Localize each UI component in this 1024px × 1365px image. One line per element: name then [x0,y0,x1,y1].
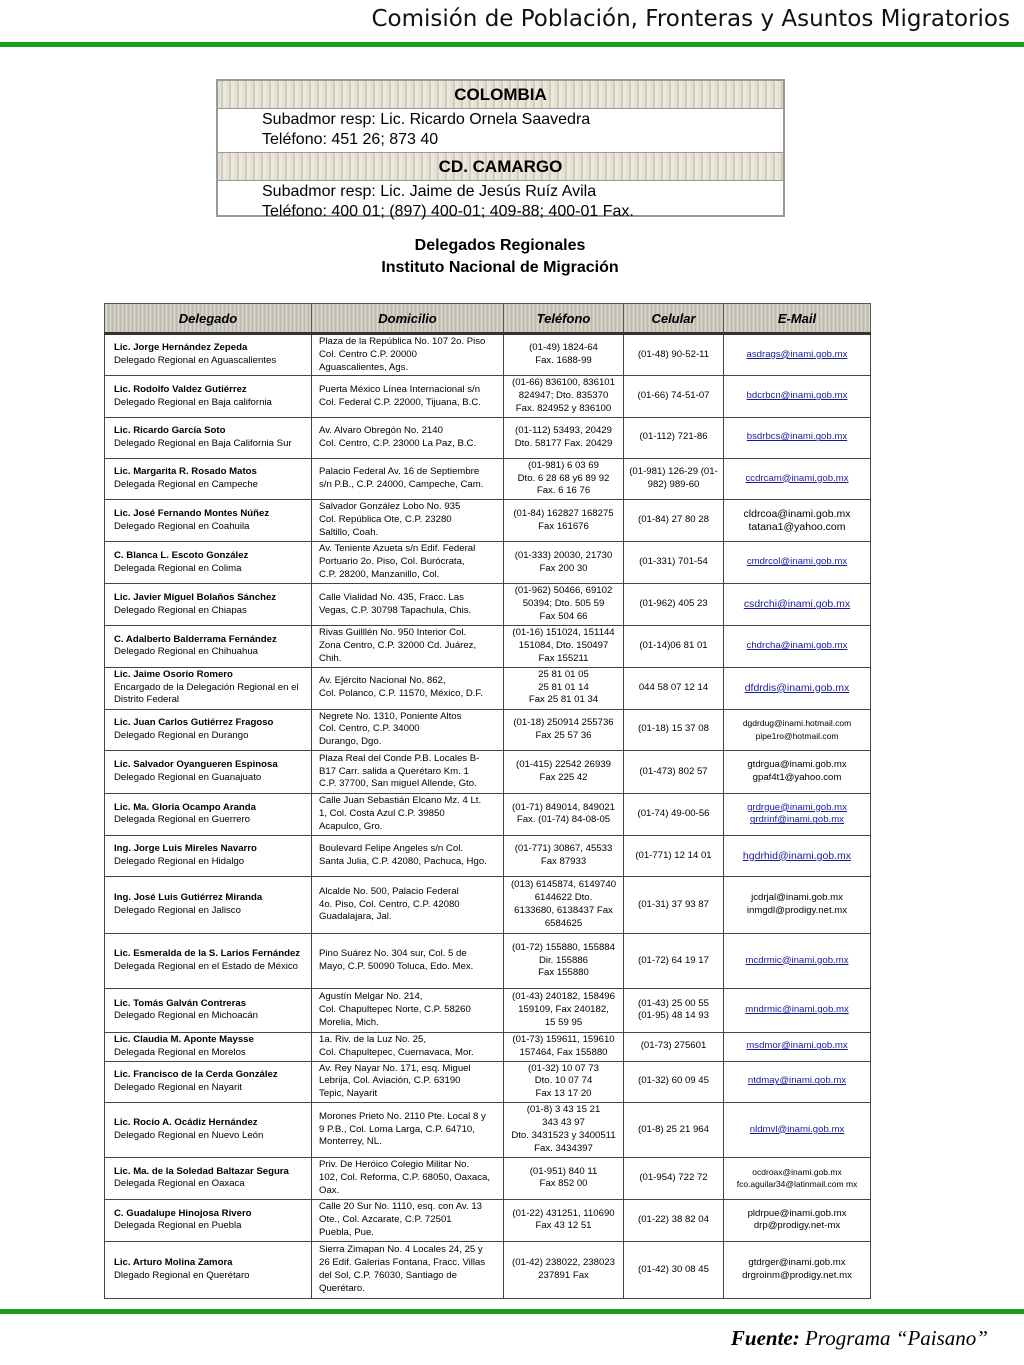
cell-delegado [105,1199,312,1241]
cell-email [724,376,871,417]
delegate-role: Delegado Regional en Nayarit [114,1081,242,1093]
delegate-email-link[interactable]: ccdrcam@inami.gob.mx [745,472,849,484]
cell-celular [624,709,724,750]
delegate-address: Calle 20 Sur No. 1110, esq. con Av. 13 Ote., Col. Azcarate, C.P. 72501 Puebla, Pue. [319,1201,483,1238]
table-row [105,376,871,417]
cell-telefono [504,933,624,988]
table-row [105,835,871,876]
cell-domicilio [312,500,504,542]
cell-telefono [504,793,624,835]
delegate-name: C. Guadalupe Hinojosa Rivero [114,1207,252,1219]
cell-domicilio [312,667,504,709]
cell-domicilio [312,1241,504,1298]
delegate-address: 1a. Riv. de la Luz No. 25, Col. Chapultepec, Cuernavaca, Mor. [319,1033,474,1058]
delegate-phone: (01-333) 20030, 21730 Fax 200 30 [514,549,613,574]
delegate-name: Lic. Ma. de la Soledad Baltazar Segura [114,1165,289,1177]
cell-telefono [504,835,624,876]
delegate-name: Lic. Ma. Gloria Ocampo Aranda [114,801,256,813]
cell-email [724,933,871,988]
cell-email [724,876,871,933]
table-row [105,1157,871,1199]
column-header-domicilio: Domicilio [312,304,504,334]
office-name-colombia: COLOMBIA [218,81,783,109]
cell-delegado [105,750,312,793]
table-row [105,500,871,542]
table-row [105,458,871,499]
delegate-cell: (01-32) 60 09 45 [638,1075,709,1087]
cell-celular [624,793,724,835]
delegate-name: Lic. Rodolfo Valdez Gutiérrez [114,383,247,395]
delegate-cell: 044 58 07 12 14 [638,681,709,693]
delegate-cell: (01-84) 27 80 28 [638,514,709,526]
cell-telefono [504,988,624,1032]
office-info-camargo [218,181,783,224]
delegate-cell: (01-112) 721-86 [639,431,708,443]
cell-telefono [504,542,624,584]
cell-celular [624,417,724,458]
cell-domicilio [312,376,504,417]
cell-celular [624,376,724,417]
delegate-name: Lic. Javier Miguel Bolaños Sánchez [114,591,277,603]
delegate-email-link[interactable]: gtdrger@inami.gob.mx drgroinm@prodigy.net.mx [742,1257,852,1281]
delegate-address: Salvador González Lobo No. 935 Col. República Ote, C.P. 23280 Saltillo, Coah. [319,501,461,539]
table-row [105,793,871,835]
delegate-role: Delegado Regional en Chiapas [114,604,247,616]
cell-email [724,542,871,584]
table-row [105,1199,871,1241]
table-row [105,750,871,793]
delegate-cell: (01-771) 12 14 01 [635,849,712,861]
cell-email [724,626,871,667]
cell-email [724,750,871,793]
cell-celular [624,1102,724,1157]
table-header-row [105,304,871,334]
delegate-email-link[interactable]: mcdrmic@inami.gob.mx [745,954,849,966]
delegate-email-link[interactable]: cldrcoa@inami.gob.mx tatana1@yahoo.com [743,507,851,533]
cell-celular [624,584,724,626]
cell-domicilio [312,542,504,584]
cell-domicilio [312,750,504,793]
delegate-email-link[interactable]: bsdrbcs@inami.gob.mx [746,431,848,443]
delegate-name: Lic. Jorge Hernández Zepeda [114,342,248,354]
cell-celular [624,667,724,709]
cell-domicilio [312,458,504,499]
cell-telefono [504,1157,624,1199]
delegate-email-link[interactable]: msdmor@inami.gob.mx [746,1040,848,1052]
cell-domicilio [312,584,504,626]
cell-email [724,417,871,458]
delegate-phone: (01-73) 159611, 159610 157464, Fax 155880 [512,1033,615,1058]
cell-celular [624,750,724,793]
cell-delegado [105,988,312,1032]
cell-domicilio [312,1032,504,1061]
delegate-phone: (01-43) 240182, 158496 159109, Fax 240182, 15 59 95 [512,991,615,1028]
delegate-address: Morones Prieto No. 2110 Pte. Local 8 y 9 P.B., Col. Loma Larga, C.P. 64710, Monterrey, NL. [319,1110,486,1148]
cell-delegado [105,1032,312,1061]
delegate-phone: (01-8) 3 43 15 21 343 43 97 Dto. 3431523 y 3400511 Fax. 3434397 [511,1104,616,1154]
cell-email [724,835,871,876]
delegate-name: Lic. Margarita R. Rosado Matos [114,466,257,478]
delegate-address: Puerta México Línea Internacional s/n Col. Federal C.P. 22000, Tijuana, B.C. [319,383,481,408]
delegate-role: Delegado Regional en Coahuila [114,520,250,532]
delegate-role: Delegado Regional en Nuevo León [114,1129,264,1141]
header-divider [0,42,1024,47]
delegate-phone: (01-16) 151024, 151144 151084, Dto. 150497 Fax 155211 [512,627,615,664]
delegate-address: Sierra Zimapan No. 4 Locales 24, 25 y 26 Edif. Galerias Fontana, Fracc. Villas del Sol, C.P. 76030, Santiago de Querétaro. [319,1244,486,1294]
delegate-phone: (01-42) 238022, 238023 237891 Fax [512,1257,615,1281]
delegate-phone: (013) 6145874, 6149740 6144622 Dto. 6133680, 6138437 Fax 6584625 [510,879,617,929]
cell-telefono [504,667,624,709]
delegate-phone: (01-32) 10 07 73 Dto. 10 07 74 Fax 13 17 20 [528,1062,599,1100]
delegate-address: Agustín Melgar No. 214, Col. Chapultepec Norte, C.P. 58260 Morelia, Mich. [319,991,471,1028]
office-info-colombia [218,109,783,152]
delegate-address: Av. Alvaro Obregón No. 2140 Col. Centro, C.P. 23000 La Paz, B.C. [319,424,477,449]
cell-domicilio [312,835,504,876]
delegate-phone: (01-71) 849014, 849021 Fax. (01-74) 84-08-05 [512,801,615,826]
cell-telefono [504,709,624,750]
cell-telefono [504,626,624,667]
delegate-role: Delegado Regional en Hidalgo [114,855,245,867]
delegate-cell: (01-18) 15 37 08 [638,723,709,735]
delegate-name: Lic. Rocío A. Ocádiz Hernández [114,1117,258,1129]
delegate-phone: (01-22) 431251, 110690 Fax 43 12 51 [512,1207,615,1232]
delegate-email-link[interactable]: hgdrhid@inami.gob.mx [742,849,852,862]
cell-delegado [105,667,312,709]
delegate-cell: (01-74) 49-00-56 [637,808,710,820]
cell-email [724,667,871,709]
delegate-role: Delegado Regional en Michoacán [114,1010,259,1022]
office-manager: Subadmor resp: Lic. Jaime de Jesús Ruíz Avila [262,183,597,200]
cell-celular [624,1199,724,1241]
column-header-celular: Celular [624,304,724,334]
cell-delegado [105,1241,312,1298]
delegate-name: Lic. Ricardo García Soto [114,424,226,436]
office-phone: Teléfono: 400 01; (897) 400-01; 409-88; 400-01 Fax. [262,203,634,220]
cell-telefono [504,876,624,933]
delegate-phone: (01-66) 836100, 836101 824947; Dto. 835370 Fax. 824952 y 836100 [512,377,615,414]
section-subtitle: Instituto Nacional de Migración [381,259,619,276]
column-header-delegado: Delegado [105,304,312,334]
cell-delegado [105,334,312,376]
delegate-email-link[interactable]: gtdrgua@inami.gob.mx gpaf4t1@yahoo.com [747,759,847,783]
cell-domicilio [312,1157,504,1199]
cell-celular [624,458,724,499]
delegate-name: Ing. José Luis Gutiérrez Miranda [114,892,263,904]
delegate-email-link[interactable]: pldrpue@inami.gob.mx drp@prodigy.net-mx [747,1207,847,1232]
cell-email [724,584,871,626]
cell-telefono [504,334,624,376]
cell-domicilio [312,417,504,458]
delegate-phone: (01-951) 840 11 Fax 852 00 [529,1165,598,1190]
office-manager: Subadmor resp: Lic. Ricardo Ornela Saavedra [262,111,591,128]
footer-divider [0,1309,1024,1314]
cell-domicilio [312,626,504,667]
delegate-email-link[interactable]: ntdmay@inami.gob.mx [747,1075,847,1087]
delegate-phone: (01-415) 22542 26939 Fax 225 42 [516,759,611,783]
cell-telefono [504,1199,624,1241]
delegate-address: Av. Ejército Nacional No. 862, Col. Polanco, C.P. 11570, México, D.F. [319,675,483,700]
cell-email [724,1102,871,1157]
delegate-email-link[interactable]: chdrcha@inami.gob.mx [746,639,848,651]
cell-domicilio [312,1199,504,1241]
cell-delegado [105,835,312,876]
delegate-role: Delegado Regional en Baja California Sur [114,437,292,449]
delegate-address: Negrete No. 1310, Poniente Altos Col. Centro, C.P. 34000 Durango, Dgo. [319,710,462,748]
delegate-role: Delegada Regional en Campeche [114,478,259,490]
delegate-phone: (01-771) 30867, 45533 Fax 87933 [514,843,613,867]
table-row [105,988,871,1032]
delegate-phone: 25 81 01 05 25 81 01 14 Fax 25 81 01 34 [528,668,599,706]
delegate-name: Lic. Esmeralda de la S. Larios Fernández [114,948,301,960]
delegate-email-link[interactable]: ocdroax@inami.gob.mx fco.aguilar34@latinmail.com mx [736,1166,858,1190]
delegate-cell: (01-72) 64 19 17 [638,954,709,966]
delegate-cell: (01-981) 126-29 (01- 982) 989-60 [629,466,718,490]
cell-delegado [105,417,312,458]
delegate-cell: (01-42) 30 08 45 [638,1263,709,1275]
cell-telefono [504,376,624,417]
delegate-email-link[interactable]: jcdrjal@inami.gob.mx inmgdl@prodigy.net.mx [746,892,848,916]
delegate-email-link[interactable]: asdrags@inami.gob.mx [746,348,848,360]
delegate-cell: (01-22) 38 82 04 [638,1214,709,1226]
delegate-role: Delegado Regional en Aguascalientes [114,355,277,367]
cell-delegado [105,1061,312,1102]
cell-celular [624,542,724,584]
cell-telefono [504,584,624,626]
delegate-email-link[interactable]: bdcrbcn@inami.gob.mx [746,390,848,402]
delegate-cell: (01-8) 25 21 964 [638,1123,709,1135]
delegate-role: Delegada Regional en Colima [114,562,242,574]
delegate-phone: (01-18) 250914 255736 Fax 25 57 36 [513,716,614,741]
delegate-cell: (01-962) 405 23 [639,598,708,610]
table-row [105,584,871,626]
delegate-role: Delegado Regional en Jalisco [114,904,241,916]
delegate-role: Delegada Regional en Oaxaca [114,1178,245,1190]
border-offices-box [216,79,785,220]
delegate-address: Alcalde No. 500, Palacio Federal 4o. Piso, Col. Centro, C.P. 42080 Guadalajara, Jal. [319,885,460,923]
delegates-table [104,303,871,1299]
cell-delegado [105,584,312,626]
delegate-phone: (01-962) 50466, 69102 50394; Dto. 505 59 Fax 504 66 [514,585,613,623]
cell-delegado [105,876,312,933]
delegate-cell: (01-331) 701-54 [639,556,708,568]
delegate-email-link[interactable]: cmdrcol@inami.gob.mx [746,556,848,568]
delegate-email-link[interactable]: csdrchi@inami.gob.mx [743,598,851,611]
delegate-role: Delegada Regional en el Estado de México [114,960,299,972]
column-header-telefono: Teléfono [504,304,624,334]
delegate-address: Priv. De Heróico Colegio Militar No. 102, Col. Reforma, C.P. 68050, Oaxaca, Oax. [319,1159,491,1196]
cell-delegado [105,458,312,499]
delegate-name: Lic. Salvador Oyangueren Espinosa [114,759,278,771]
footer-label: Fuente: [730,1326,800,1350]
section-title: Delegados Regionales [414,237,586,254]
cell-email [724,1241,871,1298]
delegate-phone: (01-84) 162827 168275 Fax 161676 [513,507,614,532]
delegate-name: Lic. Claudia M. Aponte Maysse [114,1033,254,1045]
cell-domicilio [312,793,504,835]
cell-email [724,1157,871,1199]
delegate-role: Delegado Regional en Chihuahua [114,646,259,658]
cell-delegado [105,793,312,835]
cell-celular [624,1061,724,1102]
cell-delegado [105,1102,312,1157]
table-row [105,542,871,584]
cell-delegado [105,626,312,667]
cell-celular [624,1157,724,1199]
delegate-email-link[interactable]: dfdrdis@inami.gob.mx [744,681,850,694]
delegate-phone: (01-49) 1824-64 Fax. 1688-99 [529,342,598,367]
cell-email [724,458,871,499]
cell-celular [624,876,724,933]
cell-telefono [504,417,624,458]
delegate-name: Ing. Jorge Luis Mireles Navarro [114,843,257,855]
cell-email [724,793,871,835]
cell-email [724,988,871,1032]
cell-email [724,500,871,542]
table-row [105,933,871,988]
delegate-email-link[interactable]: dgdrdug@inami.hotmail.com pipe1ro@hotmail.com [742,717,852,741]
delegate-name: C. Adalberto Balderrama Fernández [114,633,277,645]
cell-delegado [105,542,312,584]
cell-email [724,334,871,376]
delegate-role: Delegada Regional en Morelos [114,1046,246,1058]
cell-domicilio [312,709,504,750]
delegate-role: Delegado Regional en Durango [114,729,249,741]
cell-celular [624,334,724,376]
table-row [105,1032,871,1061]
cell-domicilio [312,1061,504,1102]
cell-delegado [105,933,312,988]
office-phone: Teléfono: 451 26; 873 40 [262,131,439,148]
page-header-title: Comisión de Población, Fronteras y Asuntos Migratorios [371,6,1010,32]
table-row [105,1061,871,1102]
office-name-camargo: CD. CAMARGO [218,152,783,181]
footer-source [731,1326,988,1351]
cell-celular [624,1032,724,1061]
delegate-role: Dlegado Regional en Querétaro [114,1269,250,1281]
footer-source-name: Programa “Paisano” [804,1326,988,1350]
cell-telefono [504,1241,624,1298]
delegate-cell: (01-48) 90-52-11 [637,348,710,360]
cell-celular [624,933,724,988]
delegate-cell: (01-43) 25 00 55 (01-95) 48 14 93 [638,997,709,1022]
table-row [105,626,871,667]
delegate-address: Boulevard Felipe Angeles s/n Col. Santa Julia, C.P. 42080, Pachuca, Hgo. [319,843,487,867]
table-row [105,1241,871,1298]
cell-email [724,709,871,750]
delegate-address: Calle Vialidad No. 435, Fracc. Las Vegas, C.P. 30798 Tapachula, Chis. [319,591,472,616]
cell-domicilio [312,933,504,988]
table-row [105,667,871,709]
cell-domicilio [312,988,504,1032]
delegate-address: Calle Juan Sebastián Elcano Mz. 4 Lt. 1, Col. Costa Azul C.P. 39850 Acapulco, Gro. [319,795,482,832]
column-header-email: E-Mail [724,304,871,334]
cell-delegado [105,709,312,750]
delegate-name: Lic. Francisco de la Cerda González [114,1068,278,1080]
cell-domicilio [312,1102,504,1157]
cell-delegado [105,376,312,417]
table-row [105,417,871,458]
delegate-phone: (01-112) 53493, 20429 Dto. 58177 Fax. 20429 [514,424,613,449]
delegate-email-link[interactable]: nldmvl@inami.gob.mx [749,1123,845,1135]
delegate-address: Av. Teniente Azueta s/n Edif. Federal Portuario 2o. Piso, Col. Burócrata, C.P. 28200, Manzanillo, Col. [319,543,476,581]
delegate-address: Av. Rey Nayar No. 171, esq. Miguel Lebrija, Col. Aviación, C.P. 63190 Tepic, Nayarit [319,1062,471,1100]
table-row [105,876,871,933]
delegate-email-link[interactable]: mndrmic@inami.gob.mx [745,1004,849,1016]
delegate-name: Lic. Tomás Galván Contreras [114,997,247,1009]
cell-email [724,1061,871,1102]
cell-domicilio [312,876,504,933]
table-row [105,334,871,376]
cell-email [724,1199,871,1241]
cell-telefono [504,500,624,542]
delegate-role: Delegada Regional en Puebla [114,1220,242,1232]
cell-celular [624,500,724,542]
delegate-name: Lic. Juan Carlos Gutiérrez Fragoso [114,716,274,728]
delegate-cell: (01-954) 722 72 [639,1172,708,1184]
delegate-role: Delegada Regional en Guerrero [114,814,250,826]
delegate-name: Lic. Jaime Osorio Romero [114,668,233,680]
cell-telefono [504,458,624,499]
delegate-address: Palacio Federal Av. 16 de Septiembre s/n P.B., C.P. 24000, Campeche, Cam. [319,466,484,490]
delegate-address: Plaza Real del Conde P.B. Locales B- B17 Carr. salida a Querétaro Km. 1 C.P. 37700, San miguel Allende, Gto. [319,752,480,790]
delegate-role: Delegado Regional en Guanajuato [114,771,262,783]
cell-telefono [504,1102,624,1157]
delegate-name: Lic. José Fernando Montes Núñez [114,507,270,519]
delegate-email-link[interactable]: grdrgue@inami.gob.mx grdrinf@inami.gob.mx [747,801,847,826]
table-row [105,1102,871,1157]
cell-telefono [504,1032,624,1061]
cell-celular [624,988,724,1032]
cell-celular [624,1241,724,1298]
delegate-phone: (01-981) 6 03 69 Dto. 6 28 68 y6 89 92 Fax. 6 16 76 [517,459,610,497]
delegate-role: Encargado de la Delegación Regional en el Distrito Federal [114,681,299,706]
delegate-address: Plaza de la República No. 107 2o. Piso Col. Centro C.P. 20000 Aguascalientes, Ags. [319,336,486,373]
delegate-role: Delegado Regional en Baja california [114,396,272,408]
delegate-address: Pino Suárez No. 304 sur, Col. 5 de Mayo, C.P. 50090 Toluca, Edo. Mex. [319,948,474,972]
cell-domicilio [312,334,504,376]
delegate-cell: (01-31) 37 93 87 [638,898,709,910]
delegate-cell: (01-66) 74-51-07 [637,390,710,402]
cell-email [724,1032,871,1061]
cell-celular [624,835,724,876]
delegate-phone: (01-72) 155880, 155884 Dir. 155886 Fax 155880 [512,941,615,979]
delegate-cell: (01-473) 802 57 [639,765,708,777]
cell-celular [624,626,724,667]
cell-telefono [504,750,624,793]
cell-delegado [105,1157,312,1199]
cell-telefono [504,1061,624,1102]
delegate-cell: (01-73) 275601 [640,1040,707,1052]
cell-delegado [105,500,312,542]
delegate-name: Lic. Arturo Molina Zamora [114,1257,233,1269]
table-row [105,709,871,750]
delegate-cell: (01-14)06 81 01 [639,639,708,651]
delegate-name: C. Blanca L. Escoto González [114,549,249,561]
delegate-address: Rivas Guilllén No. 950 Interior Col. Zona Centro, C.P. 32000 Cd. Juárez, Chih. [319,627,477,664]
